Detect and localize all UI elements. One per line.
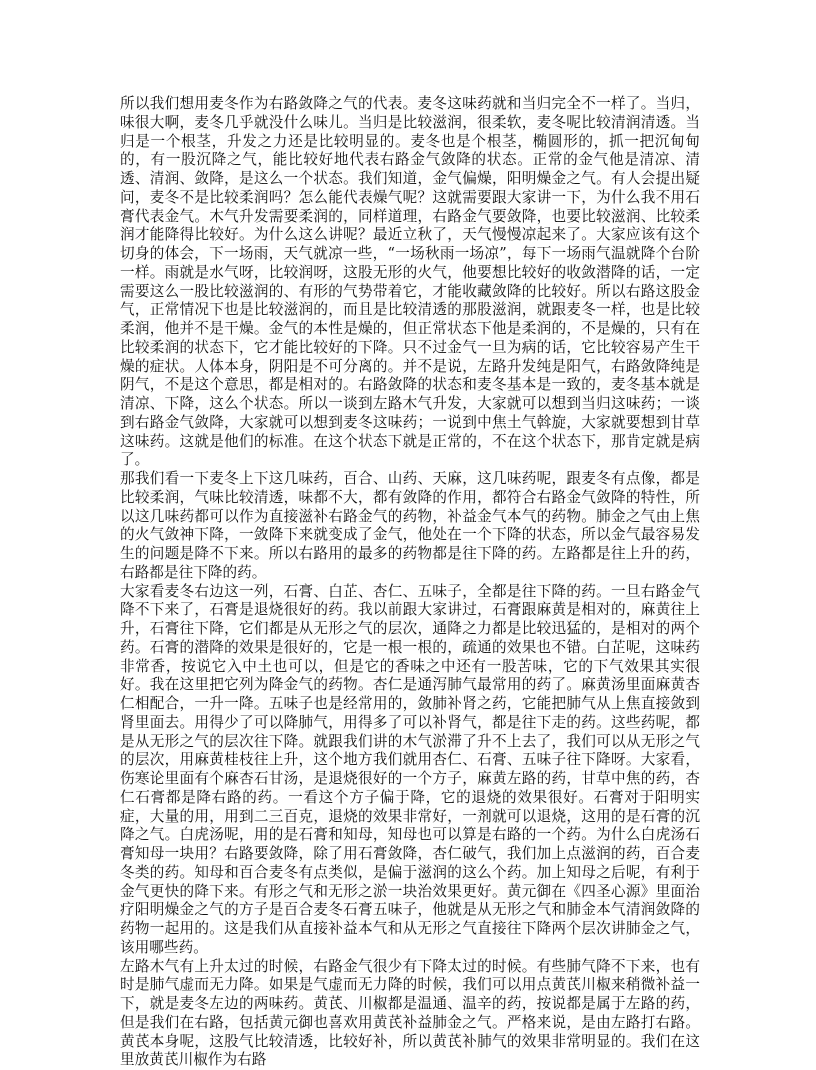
paragraph-maidong-representative: 所以我们想用麦冬作为右路敛降之气的代表。麦冬这味药就和当归完全不一样了。当归，味很大啊，麦冬几乎就没什么味儿。当归是比较滋润，很柔软，麦冬呢比较清润清透。当归是一个根茎，升发之力还是比较明显的。麦冬也是个根茎，椭圆形的，抓一把沉甸甸的，有一股沉降之气，能比较好地代表右路金气敛降的状态。正常的金气他是清凉、清透、清润、敛降，是这么一个状态。我们知道，金气偏燥，阳明燥金之气。有人会提出疑问，麦冬不是比较柔润吗？怎么能代表燥气呢？这就需要跟大家讲一下，为什么我不用石膏代表金气。木气升发需要柔润的，同样道理，右路金气要敛降，也要比较滋润、比较柔润才能降得比较好。为什么这么讲呢？最近立秋了，天气慢慢凉起来了。大家应该有这个切身的体会，下一场雨，天气就凉一些，“一场秋雨一场凉”，每下一场雨气温就降个台阶一样。雨就是水气呀，比较润呀，这股无形的火气，他要想比较好的收敛潜降的话，一定需要这么一股比较滋润的、有形的气势带着它，才能收藏敛降的比较好。所以右路这股金气，正常情况下也是比较滋润的，而且是比较清透的那股滋润，就跟麦冬一样，也是比较柔润，他并不是干燥。金气的本性是燥的，但正常状态下他是柔润的，不是燥的，只有在比较柔润的状态下，它才能比较好的下降。只不过金气一旦为病的话，它比较容易产生干燥的症状。人体本身，阴阳是不可分离的。并不是说，左路升发纯是阳气，右路敛降纯是阴气，不是这个意思，都是相对的。右路敛降的状态和麦冬基本是一致的，麦冬基本就是清凉、下降，这么个状态。所以一谈到左路木气升发，大家就可以想到当归这味药；一谈到右路金气敛降，大家就可以想到麦冬这味药；一说到中焦土气斡旋，大家就要想到甘草这味药。这就是他们的标准。在这个状态下就是正常的，不在这个状态下，那肯定就是病了。 [120,95,700,470]
paragraph-huangqi-chuanjiao: 左路木气有上升太过的时候，右路金气很少有下降太过的时候。有些肺气降不下来，也有时是肺气虚而无力降。如果是气虚而无力降的时候，我们可以用点黄芪川椒来稍微补益一下，就是麦冬左边的两味药。黄芪、川椒都是温通、温辛的药，按说都是属于左路的药，但是我们在右路，包括黄元御也喜欢用黄芪补益肺金之气。严格来说，是由左路打右路。黄芪本身呢，这股气比较清透，比较好补，所以黄芪补肺气的效果非常明显的。我们在这里放黄芪川椒作为右路 [120,958,700,1070]
paragraph-baihe-shanyao-tianma: 那我们看一下麦冬上下这几味药，百合、山药、天麻，这几味药呢，跟麦冬有点像，都是比较柔润，气味比较清透，味都不大，都有敛降的作用，都符合右路金气敛降的特性，所以这几味药都可以作为直接滋补右路金气的药物，补益金气本气的药物。肺金之气由上焦的火气敛神下降，一敛降下来就变成了金气，他处在一个下降的状态，所以金气最容易发生的问题是降不下来。所以右路用的最多的药物都是往下降的药。左路都是往上升的药，右路都是往下降的药。 [120,470,700,583]
document-page [120,95,700,1070]
paragraph-shigao-column: 大家看麦冬右边这一列，石膏、白芷、杏仁、五味子，全都是往下降的药。一旦右路金气降不下来了，石膏是退烧很好的药。我以前跟大家讲过，石膏跟麻黄是相对的，麻黄往上升，石膏往下降，它们都是从无形之气的层次，通降之力都是比较迅猛的，是相对的两个药。石膏的潜降的效果是很好的，它是一根一根的，疏通的效果也不错。白芷呢，这味药非常香，按说它入中土也可以，但是它的香味之中还有一股苦味，它的下气效果其实很好。我在这里把它列为降金气的药物。杏仁是通泻肺气最常用的药了。麻黄汤里面麻黄杏仁相配合，一升一降。五味子也是经常用的，敛肺补肾之药，它能把肺气从上焦直接敛到肾里面去。用得少了可以降肺气，用得多了可以补肾气，都是往下走的药。这些药呢，都是从无形之气的层次往下降。就跟我们讲的木气淤滞了升不上去了，我们可以从无形之气的层次，用麻黄桂枝往上升，这个地方我们就用杏仁、石膏、五味子往下降呀。大家看，伤寒论里面有个麻杏石甘汤，是退烧很好的一个方子，麻黄左路的药，甘草中焦的药，杏仁石膏都是降右路的药。一看这个方子偏于降，它的退烧的效果很好。石膏对于阳明实症，大量的用，用到二三百克，退烧的效果非常好，一剂就可以退烧，这用的是石膏的沉降之气。白虎汤呢，用的是石膏和知母，知母也可以算是右路的一个药。为什么白虎汤石膏知母一块用？右路要敛降，除了用石膏敛降，杏仁破气，我们加上点滋润的药，百合麦冬类的药。知母和百合麦冬有点类似，是偏于滋润的这么个药。加上知母之后呢，有利于金气更快的降下来。有形之气和无形之淤一块治效果更好。黄元御在《四圣心源》里面治疗阳明燥金之气的方子是百合麦冬石膏五味子，他就是从无形之气和肺金本气清润敛降的药物一起用的。这是我们从直接补益本气和从无形之气直接往下降两个层次讲肺金之气，该用哪些药。 [120,583,700,958]
